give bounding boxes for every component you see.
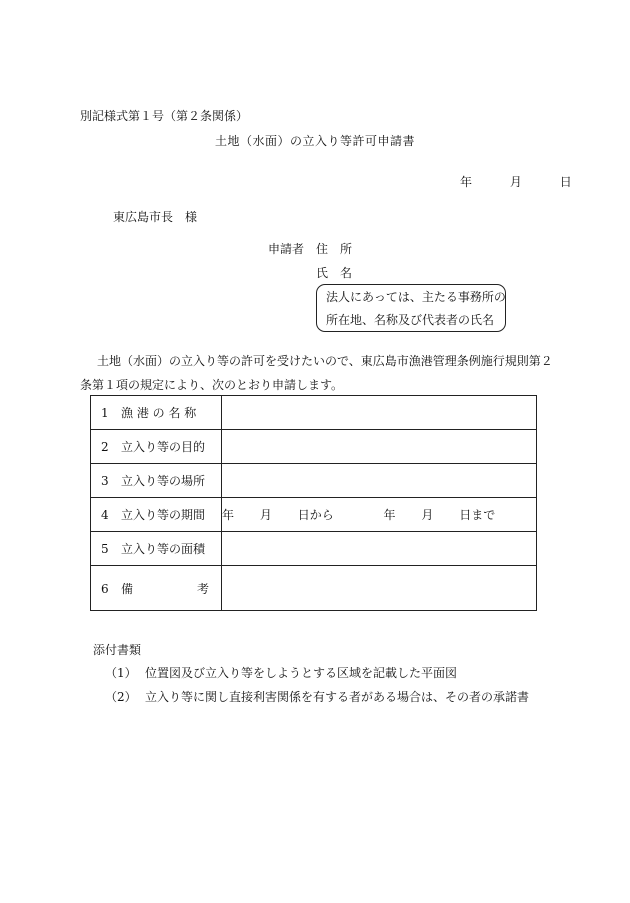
corporate-note-line-2: 所在地、名称及び代表者の氏名 [326, 313, 495, 327]
table-row [91, 396, 537, 430]
row-label-remarks: 6 備 考 [91, 566, 222, 611]
address-label: 住 所 [316, 242, 353, 256]
applicant-address-line [268, 240, 352, 257]
row-label-port-name: 1 漁 港 の 名 称 [91, 396, 222, 430]
table-row [91, 566, 537, 611]
addressee: 東広島市長 様 [113, 210, 198, 224]
form-number-label: 別記様式第１号（第２条関係） [80, 109, 249, 123]
date-year: 年 [460, 175, 473, 189]
period-year-to: 年 [383, 508, 396, 522]
applicant-name-line [316, 264, 352, 281]
body-text-line-2: 条第１項の規定により、次のとおり申請します。 [80, 378, 344, 392]
period-month-to: 月 [421, 508, 434, 522]
period-year-from: 年 [222, 508, 235, 522]
application-table [90, 395, 537, 611]
document-title: 土地（水面）の立入り等許可申請書 [214, 134, 415, 148]
location-field[interactable] [222, 464, 537, 498]
body-text-line-1: 土地（水面）の立入り等の許可を受けたいので、東広島市漁港管理条例施行規則第２ [97, 354, 553, 368]
date-line [442, 173, 572, 190]
name-label: 氏 名 [316, 266, 353, 280]
row-label-period: 4 立入り等の期間 [91, 498, 222, 532]
port-name-field[interactable] [222, 396, 537, 430]
purpose-field[interactable] [222, 430, 537, 464]
attachments-heading: 添付書類 [93, 643, 142, 657]
period-month-from: 月 [259, 508, 272, 522]
date-day: 日 [559, 175, 572, 189]
table-row [91, 498, 537, 532]
table-row [91, 532, 537, 566]
date-month: 月 [509, 175, 522, 189]
period-day-to: 日まで [459, 508, 496, 522]
applicant-label: 申請者 [268, 242, 305, 256]
area-field[interactable] [222, 532, 537, 566]
row-label-area: 5 立入り等の面積 [91, 532, 222, 566]
table-row [91, 464, 537, 498]
corporate-note-line-1: 法人にあっては、主たる事務所の [326, 290, 506, 304]
row-label-location: 3 立入り等の場所 [91, 464, 222, 498]
row-label-purpose: 2 立入り等の目的 [91, 430, 222, 464]
table-row [91, 430, 537, 464]
attachment-item-2: （2） 立入り等に関し直接利害関係を有する者がある場合は、その者の承諾書 [105, 690, 530, 704]
period-day-from: 日から [297, 508, 334, 522]
attachment-item-1: （1） 位置図及び立入り等をしようとする区域を記載した平面図 [105, 666, 458, 680]
remarks-field[interactable] [222, 566, 537, 611]
period-field[interactable] [222, 498, 537, 532]
